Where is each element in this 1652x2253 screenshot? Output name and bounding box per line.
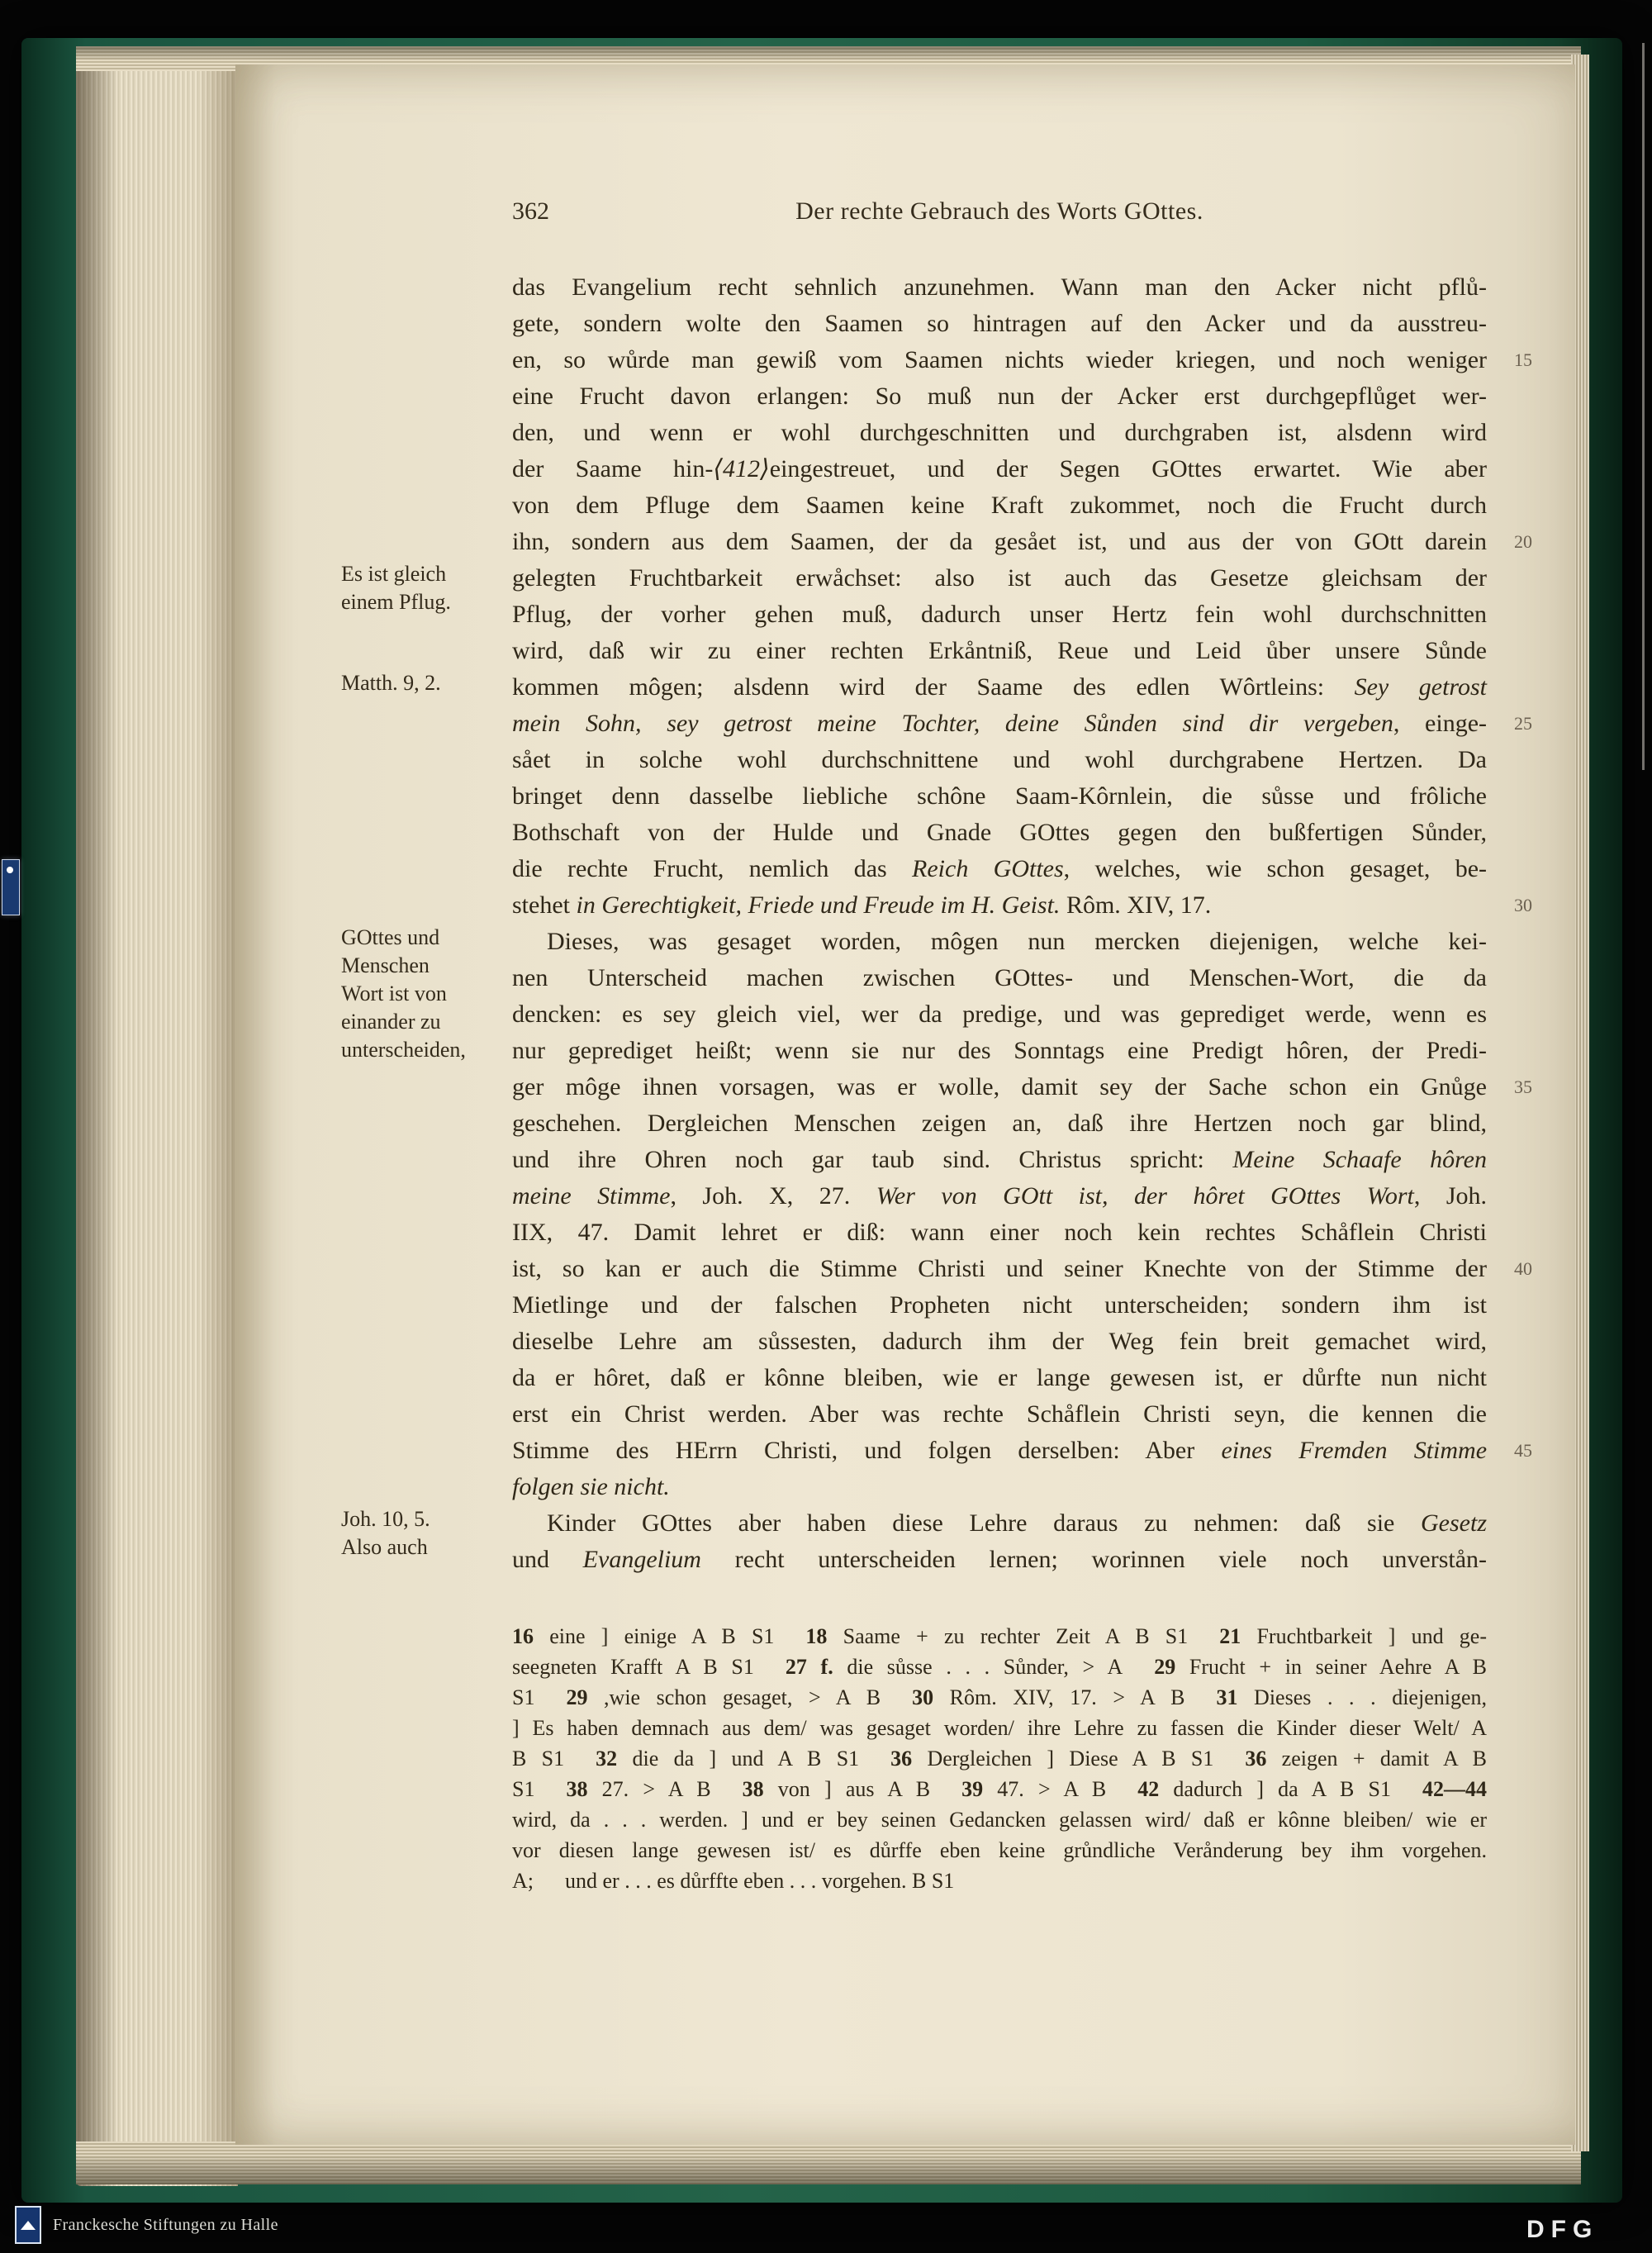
text-run: bringet denn dasselbe liebliche schône Saam-Kôrnlein, die sůsse und frôliche — [512, 782, 1487, 810]
text-run: 29 — [566, 1685, 588, 1709]
body-line — [512, 1360, 1487, 1396]
text-run: seegneten Krafft A B S1 — [512, 1655, 754, 1679]
text-run: geschehen. Dergleichen Menschen zeigen an, daß ihre Hertzen noch gar blind, — [512, 1110, 1487, 1137]
text-run: Dergleichen ] Diese A B S1 — [912, 1747, 1214, 1771]
margin-note-line: einander zu — [341, 1010, 441, 1034]
text-run: , welches, wie schon gesaget, be- — [1063, 855, 1487, 882]
apparatus-line — [512, 1713, 1487, 1743]
library-credit — [15, 2204, 278, 2246]
body-line — [512, 1542, 1487, 1578]
text-run: Saame + zu rechter Zeit A B S1 — [827, 1624, 1189, 1648]
text-run: Bothschaft von der Hulde und Gnade GOttes gegen den bußfertigen Sůnder, — [512, 819, 1487, 846]
text-run: 36 — [890, 1747, 913, 1771]
apparatus-line — [512, 1621, 1487, 1652]
text-run: eine Frucht davon erlangen: So muß nun der Acker erst durchgepflůget wer- — [512, 383, 1487, 410]
text-run: 42—44 — [1422, 1777, 1487, 1801]
text-run: erst ein Christ werden. Aber was rechte Schåflein Christi seyn, die kennen die — [512, 1400, 1487, 1428]
margin-note — [341, 560, 506, 616]
page-stack-bottom-edge — [76, 2141, 1581, 2184]
text-run: eine ] einige A B S1 — [534, 1624, 775, 1648]
text-run: Kinder GOttes aber haben diese Lehre daraus zu nehmen: daß sie — [547, 1509, 1422, 1537]
text-run: dencken: es sey gleich viel, wer da predige, und was geprediget werde, wenn es — [512, 1001, 1487, 1028]
text-run: und er . . . es důrffte eben . . . vorgehen. B S1 — [565, 1869, 955, 1893]
text-run: eines Fremden Stimme — [1221, 1437, 1488, 1464]
margin-note — [341, 669, 506, 697]
body-line — [512, 1505, 1487, 1542]
text-run: 32 — [596, 1747, 618, 1771]
archive-stamp-logo — [2, 859, 20, 915]
text-run: ] Es haben demnach aus dem/ was gesaget worden/ ihre Lehre zu fassen die Kinder dieser Welt/ A — [512, 1716, 1487, 1740]
text-run: dieselbe Lehre am sůssesten, dadurch ihm der Weg fein breit gemachet wird, — [512, 1328, 1487, 1355]
text-run: Dieses . . . diejenigen, — [1237, 1685, 1488, 1709]
margin-note — [341, 1505, 506, 1561]
critical-apparatus — [512, 1621, 1487, 1896]
text-run: recht unterscheiden lernen; worinnen viele noch unverstån- — [700, 1546, 1488, 1573]
text-run: 18 — [805, 1624, 828, 1648]
text-run: von ] aus A B — [763, 1777, 931, 1801]
body-line — [512, 306, 1487, 342]
text-run: und — [512, 1546, 583, 1573]
body-line — [512, 560, 1487, 597]
apparatus-line — [512, 1682, 1487, 1713]
margin-note — [341, 924, 506, 1064]
text-run: S1 — [512, 1777, 535, 1801]
text-run: nen Unterscheid machen zwischen GOttes- und Menschen-Wort, die da — [512, 964, 1487, 991]
text-run: folgen sie nicht. — [512, 1473, 670, 1500]
eagle-icon — [21, 2221, 36, 2230]
text-run: nur geprediget heißt; wenn sie nur des Sonntags eine Predigt hôren, der Predi- — [512, 1037, 1487, 1064]
body-line — [512, 633, 1487, 669]
text-run: Sey getrost — [1354, 673, 1487, 701]
text-run: dadurch ] da A B S1 — [1159, 1777, 1391, 1801]
body-line — [512, 451, 1487, 487]
text-run: 21 — [1219, 1624, 1241, 1648]
text-run: die rechte Frucht, nemlich das — [512, 855, 913, 882]
text-run: wird, da . . . werden. ] und er bey seinen Gedancken gelassen wird/ daß er kônne bleiben/ wie er — [512, 1808, 1487, 1832]
text-run: ger môge ihnen vorsagen, was er wolle, damit sey der Sache schon ein Gnůge — [512, 1073, 1487, 1100]
text-run: Frucht + in seiner Aehre A B — [1175, 1655, 1487, 1679]
margin-note-line: Matth. 9, 2. — [341, 671, 441, 695]
body-line — [512, 669, 1487, 706]
body-line — [512, 1324, 1487, 1360]
margin-note-line: einem Pflug. — [341, 590, 451, 614]
text-run: 47. > A B — [983, 1777, 1107, 1801]
text-run: 31 — [1216, 1685, 1238, 1709]
text-run: meine Stimme — [512, 1182, 671, 1210]
text-run: Evangelium — [582, 1546, 701, 1573]
text-run: S1 — [512, 1685, 535, 1709]
text-run: Meine Schaafe hôren — [1232, 1146, 1487, 1173]
apparatus-line — [512, 1743, 1487, 1774]
body-line — [512, 1033, 1487, 1069]
body-line — [512, 1214, 1487, 1251]
text-run: B S1 — [512, 1747, 565, 1771]
body-line — [512, 1178, 1487, 1214]
margin-note-line: Es ist gleich — [341, 562, 447, 586]
running-head — [512, 193, 1487, 230]
line-number: 20 — [1514, 531, 1532, 552]
text-run: Reich GOttes — [912, 855, 1064, 882]
body-line — [512, 1069, 1487, 1105]
page-number: 362 — [512, 197, 549, 225]
body-line — [512, 1433, 1487, 1469]
body-line — [512, 1469, 1487, 1505]
text-run: von dem Pfluge dem Saamen keine Kraft zukommet, noch die Frucht durch — [512, 492, 1487, 519]
line-number: 40 — [1514, 1258, 1532, 1279]
scan-artifact-line — [1642, 43, 1645, 770]
line-number: 45 — [1514, 1440, 1532, 1461]
text-run: die da ] und A B S1 — [617, 1747, 860, 1771]
text-run: 30 — [912, 1685, 934, 1709]
body-line — [512, 1251, 1487, 1287]
body-line — [512, 996, 1487, 1033]
line-number: 25 — [1514, 713, 1532, 734]
text-run: und ihre Ohren noch gar taub sind. Christus spricht: — [512, 1146, 1233, 1173]
text-run: ist, so kan er auch die Stimme Christi und seiner Knechte von der Stimme der — [512, 1255, 1487, 1282]
text-run: 29 — [1154, 1655, 1176, 1679]
body-line — [512, 342, 1487, 378]
body-line — [512, 1105, 1487, 1142]
body-line — [512, 815, 1487, 851]
line-number: 35 — [1514, 1077, 1532, 1097]
text-run: Pflug, der vorher gehen muß, dadurch unser Hertz fein wohl durchschnitten — [512, 601, 1487, 628]
text-run: wird, daß wir zu einer rechten Erkåntniß, Reue und Leid ůber unsere Sůnde — [512, 637, 1487, 664]
margin-note-line: unterscheiden, — [341, 1038, 466, 1062]
apparatus-line — [512, 1652, 1487, 1682]
body-line — [512, 742, 1487, 778]
text-run: , Joh. X, 27. — [670, 1182, 876, 1210]
text-run: en, so wůrde man gewiß vom Saamen nichts wieder kriegen, und noch weniger — [512, 346, 1487, 373]
text-run: mein Sohn, sey getrost meine Tochter, deine Sůnden sind dir vergeben — [512, 710, 1393, 737]
page-stack-fore-edge — [76, 50, 238, 2186]
text-run: Wer von GOtt ist, der hôret GOttes Wort — [876, 1182, 1414, 1210]
text-run: 36 — [1245, 1747, 1267, 1771]
text-run: Mietlinge und der falschen Propheten nicht unterscheiden; sondern ihm ist — [512, 1291, 1487, 1319]
body-line — [512, 887, 1487, 924]
margin-note-line: Also auch — [341, 1535, 428, 1559]
line-number: 15 — [1514, 349, 1532, 370]
text-run: der Saame hin- — [512, 455, 714, 482]
text-run: den, und wenn er wohl durchgeschnitten und durchgraben ist, alsdenn wird — [512, 419, 1487, 446]
text-run: gelegten Fruchtbarkeit erwåchset: also ist auch das Gesetze gleichsam der — [512, 564, 1487, 592]
text-run: , einge- — [1393, 710, 1487, 737]
running-title: Der rechte Gebrauch des Worts GOttes. — [795, 197, 1203, 225]
text-run: 16 — [512, 1624, 534, 1648]
text-run: Rôm. XIV, 17. > A B — [933, 1685, 1185, 1709]
body-text — [512, 269, 1487, 1578]
text-run: , Joh. — [1413, 1182, 1488, 1210]
text-run: 38 — [742, 1777, 764, 1801]
text-run: 27 f. — [785, 1655, 833, 1679]
body-line — [512, 597, 1487, 633]
body-line — [512, 269, 1487, 306]
body-line — [512, 415, 1487, 451]
text-run: in Gerechtigkeit, Friede und Freude im H. Geist. — [576, 891, 1061, 919]
apparatus-line — [512, 1804, 1487, 1835]
text-run: sået in solche wohl durchschnittene und wohl durchgrabene Hertzen. Da — [512, 746, 1487, 773]
franckesche-stiftungen-logo-icon — [15, 2206, 41, 2244]
text-run: das Evangelium recht sehnlich anzunehmen. Wann man den Acker nicht pflů- — [512, 273, 1487, 301]
dfg-logo: DFG — [1526, 2216, 1599, 2243]
body-line — [512, 487, 1487, 524]
text-run: 39 — [961, 1777, 984, 1801]
text-run: Fruchtbarkeit ] und ge- — [1241, 1624, 1487, 1648]
text-run: Rôm. XIV, 17. — [1060, 891, 1212, 919]
text-run: die sůsse . . . Sůnder, > A — [833, 1655, 1123, 1679]
apparatus-line — [512, 1866, 1487, 1896]
body-line — [512, 1142, 1487, 1178]
apparatus-line — [512, 1835, 1487, 1866]
margin-note-line: GOttes und — [341, 925, 440, 949]
text-run: 27. > A B — [587, 1777, 711, 1801]
text-run: ihn, sondern aus dem Saamen, der da gesået ist, und aus der von GOtt darein — [512, 528, 1487, 555]
text-run: gete, sondern wolte den Saamen so hintragen auf den Acker und da ausstreu- — [512, 310, 1487, 337]
line-number: 30 — [1514, 895, 1532, 915]
text-run: stehet — [512, 891, 577, 919]
margin-note-line: Wort ist von — [341, 982, 447, 1005]
text-run: ,wie schon gesaget, > A B — [587, 1685, 881, 1709]
body-line — [512, 851, 1487, 887]
apparatus-line — [512, 1774, 1487, 1804]
text-run: Stimme des HErrn Christi, und folgen derselben: Aber — [512, 1437, 1222, 1464]
text-run: ⟨412⟩ — [713, 455, 770, 482]
book-page — [235, 64, 1575, 2145]
text-run: vor diesen lange gewesen ist/ es důrffe eben keine grůndliche Verånderung bey ihm vorgehen. — [512, 1838, 1487, 1862]
margin-note-line: Joh. 10, 5. — [341, 1507, 430, 1531]
text-run: kommen môgen; alsdenn wird der Saame des edlen Wôrtleins: — [512, 673, 1355, 701]
body-line — [512, 778, 1487, 815]
text-run: zeigen + damit A B — [1266, 1747, 1487, 1771]
body-line — [512, 924, 1487, 960]
body-line — [512, 706, 1487, 742]
text-run: eingestreuet, und der Segen GOttes erwartet. Wie aber — [769, 455, 1487, 482]
institution-label: Franckesche Stiftungen zu Halle — [53, 2215, 278, 2234]
text-run: Gesetz — [1421, 1509, 1487, 1537]
text-run: da er hôret, daß er kônne bleiben, wie er lange gewesen ist, er důrfte nun nicht — [512, 1364, 1487, 1391]
body-line — [512, 524, 1487, 560]
text-run: A; — [512, 1869, 534, 1893]
text-run: 42 — [1137, 1777, 1160, 1801]
body-line — [512, 960, 1487, 996]
text-run: 38 — [566, 1777, 588, 1801]
text-run: Dieses, was gesaget worden, môgen nun mercken diejenigen, welche kei- — [547, 928, 1487, 955]
text-run: IIX, 47. Damit lehret er diß: wann einer noch kein rechtes Schåflein Christi — [512, 1219, 1487, 1246]
body-line — [512, 378, 1487, 415]
body-line — [512, 1287, 1487, 1324]
body-line — [512, 1396, 1487, 1433]
margin-note-line: Menschen — [341, 953, 430, 977]
